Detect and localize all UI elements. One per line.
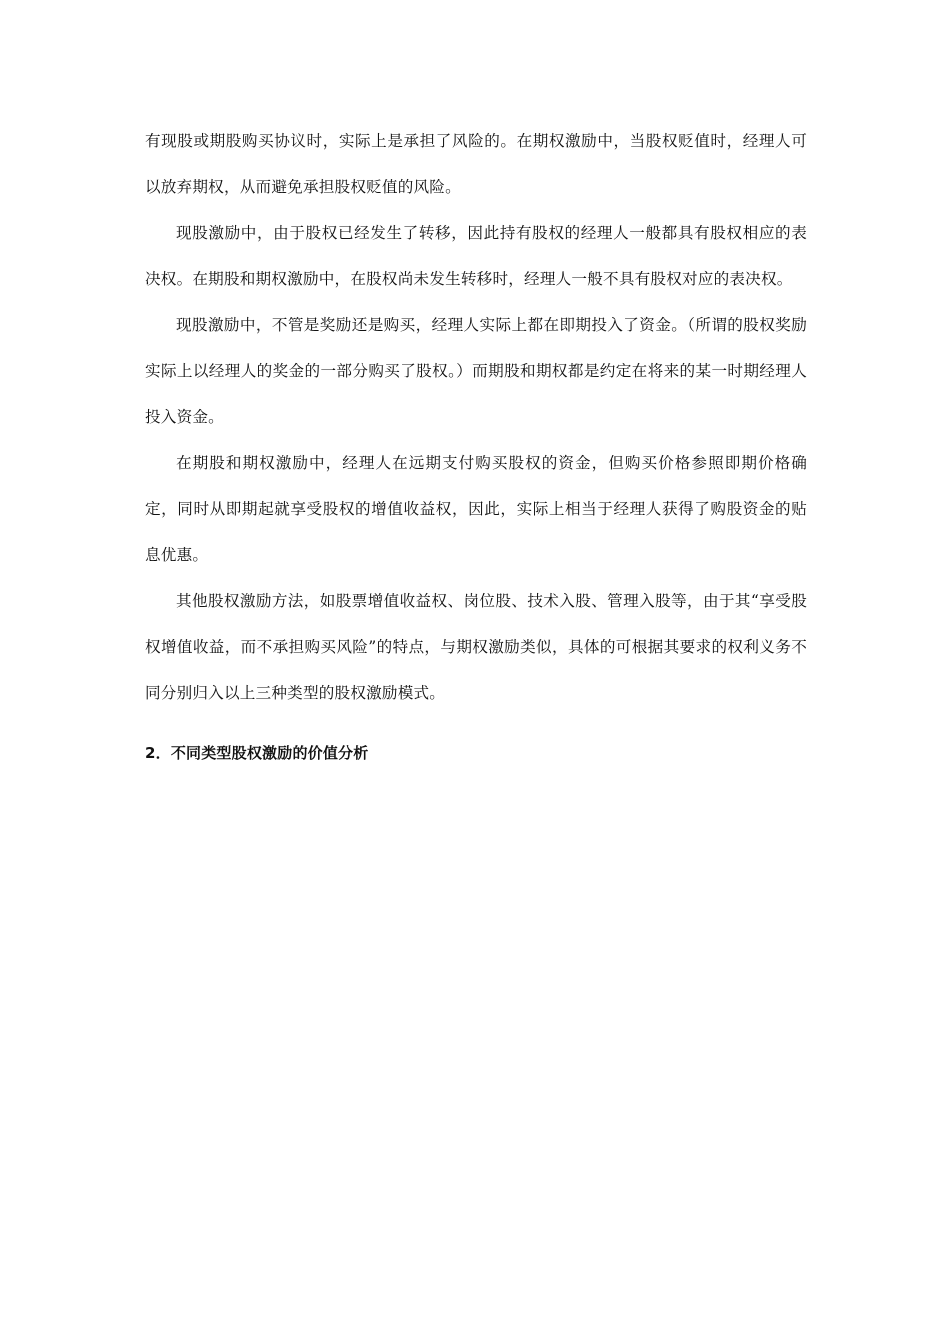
paragraph-other-methods: 其他股权激励方法，如股票增值收益权、岗位股、技术入股、管理入股等，由于其“享受股权增值收益，而不承担购买风险”的特点，与期权激励类似，具体的可根据其要求的权利义务不同分别归入以上三种类型的股权激励模式。 (145, 592, 807, 702)
paragraph-continuation: 有现股或期股购买协议时，实际上是承担了风险的。在期权激励中，当股权贬值时，经理人可以放弃期权，从而避免承担股权贬值的风险。 (145, 132, 807, 196)
paragraph-capital-investment: 现股激励中，不管是奖励还是购买，经理人实际上都在即期投入了资金。（所谓的股权奖励实际上以经理人的奖金的一部分购买了股权。）而期股和期权都是约定在将来的某一时期经理人投入资金。 (145, 316, 807, 426)
paragraph-interest-discount: 在期股和期权激励中，经理人在远期支付购买股权的资金，但购买价格参照即期价格确定，同时从即期起就享受股权的增值收益权，因此，实际上相当于经理人获得了购股资金的贴息优惠。 (145, 454, 807, 564)
paragraph-voting-rights: 现股激励中，由于股权已经发生了转移，因此持有股权的经理人一般都具有股权相应的表决权。在期股和期权激励中，在股权尚未发生转移时，经理人一般不具有股权对应的表决权。 (145, 224, 807, 288)
section-heading: 2．不同类型股权激励的价值分析 (145, 744, 369, 762)
document-body (145, 118, 807, 772)
